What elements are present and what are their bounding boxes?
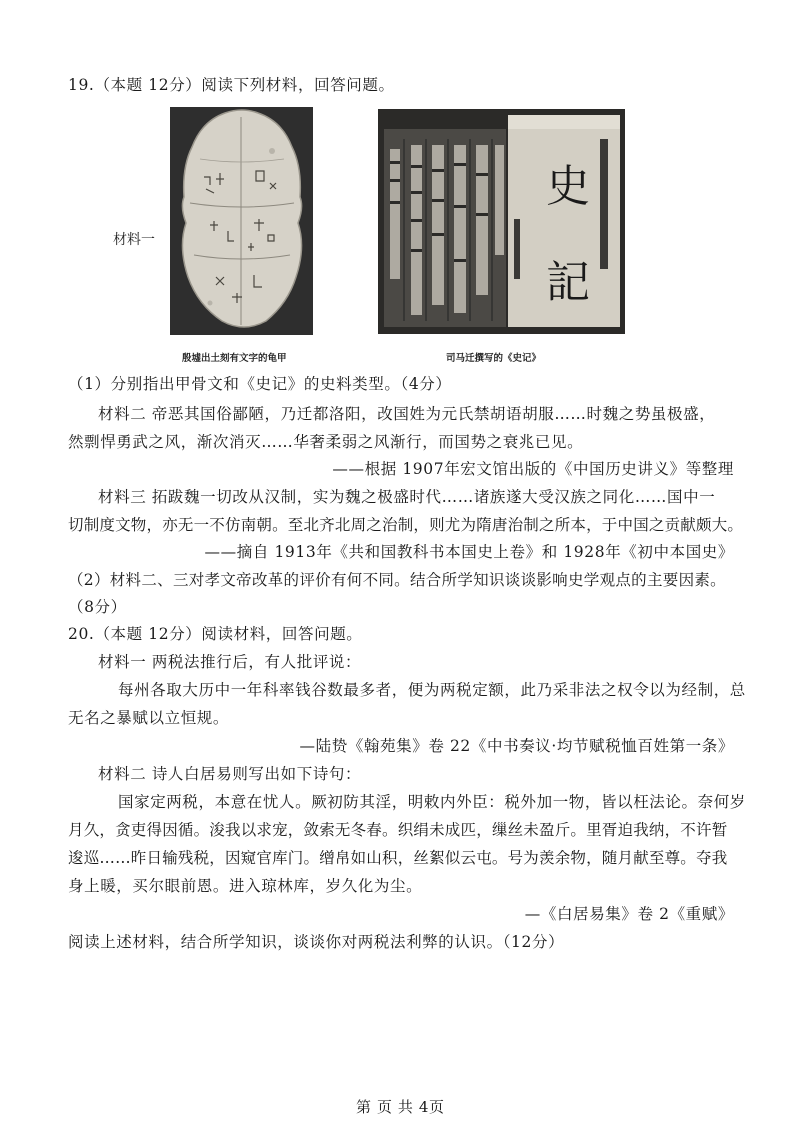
material1-label: 材料一 [113,232,155,248]
q20-poem-source: —《白居易集》卷 2《重赋》 [524,905,734,923]
q20-m1-intro: 材料一 两税法推行后，有人批评说： [98,653,362,671]
q20-title: 20.（本题 12分）阅读材料，回答问题。 [68,625,363,643]
q20-question: 阅读上述材料，结合所学知识，谈谈你对两税法利弊的认识。（12分） [68,933,565,951]
q19-sub1: （1）分别指出甲骨文和《史记》的史料类型。（4分） [68,375,452,393]
shiji-book-photo [378,109,625,334]
q20-poem-line4: 身上暖，买尔眼前恩。进入琼林库，岁久化为尘。 [68,877,423,895]
page-footer: 第 页 共 4页 [356,1098,445,1116]
caption-oracle-bone: 殷墟出土刻有文字的龟甲 [182,353,287,364]
q19-m3-source: ——摘自 1913年《共和国教科书本国史上卷》和 1928年《初中本国史》 [204,543,734,561]
q19-m2-line2: 然剽悍勇武之风，渐次消灭……华奢柔弱之风渐行，而国势之衰兆已见。 [68,433,584,451]
q19-m3-line1: 材料三 拓跋魏一切改从汉制，实为魏之极盛时代……诸族遂大受汉族之同化……国中一 [98,488,716,506]
q20-poem-line2: 月久，贪吏得因循。浚我以求宠，敛索无冬春。织绢未成匹，缫丝未盈斤。里胥迫我纳，不许暂 [68,821,728,839]
q19-m3-line2: 切制度文物，亦无一不仿南朝。至北齐北周之治制，则尤为隋唐治制之所本，于中国之贡献颇大。 [68,516,744,534]
q20-m2-intro: 材料二 诗人白居易则写出如下诗句： [98,765,362,783]
q19-title: 19.（本题 12分）阅读下列材料，回答问题。 [68,76,395,94]
book-char-ji: 記 [546,257,590,308]
q19-sub2-line2: （8分） [68,598,127,616]
q20-m1-source: —陆贽《翰苑集》卷 22《中书奏议·均节赋税恤百姓第一条》 [299,737,734,755]
oracle-bone-photo [170,107,313,335]
caption-shiji: 司马迁撰写的《史记》 [446,353,542,364]
q20-m1-line1: 每州各取大历中一年科率钱谷数最多者，便为两税定额，此乃采非法之权令以为经制，总 [118,681,746,699]
q20-poem-line3: 逡巡……昨日输残税，因窥官库门。缯帛如山积，丝絮似云屯。号为羡余物，随月献至尊。夺我 [68,849,728,867]
book-char-shi: 史 [546,161,590,212]
q20-poem-line1: 国家定两税，本意在忧人。厥初防其淫，明敕内外臣：税外加一物，皆以枉法论。奈何岁 [118,793,746,811]
q19-m2-line1: 材料二 帝恶其国俗鄙陋，乃迁都洛阳，改国姓为元氏禁胡语胡服……时魏之势虽极盛， [98,405,716,423]
q20-m1-line2: 无名之暴赋以立恒规。 [68,709,230,727]
q19-sub2-line1: （2）材料二、三对孝文帝改革的评价有何不同。结合所学知识谈谈影响史学观点的主要因素。 [68,571,726,589]
q19-m2-source: ——根据 1907年宏文馆出版的《中国历史讲义》等整理 [332,460,734,478]
